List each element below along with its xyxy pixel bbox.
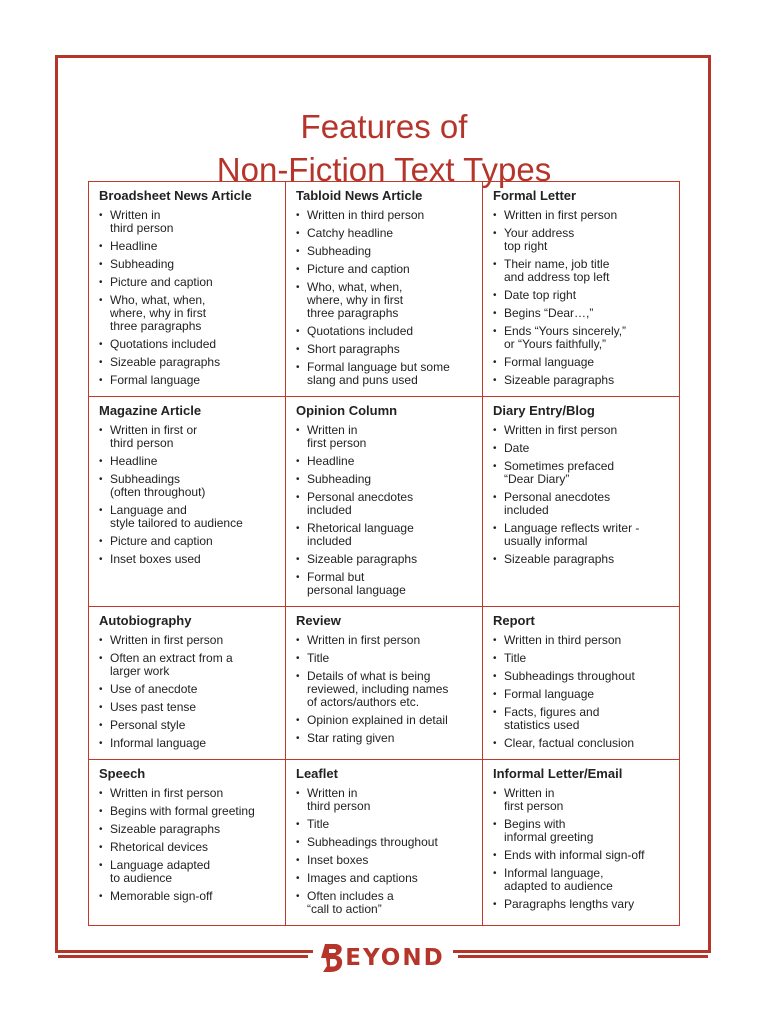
feature-item: • Rhetorical devices <box>99 841 277 854</box>
feature-item: • Who, what, when, where, why in first three paragraphs <box>99 294 277 333</box>
feature-item: • Title <box>296 652 474 665</box>
feature-item: • Formal language <box>493 688 671 701</box>
feature-item: • Written in first person <box>99 787 277 800</box>
feature-item: • Details of what is being reviewed, including names of actors/authors etc. <box>296 670 474 709</box>
feature-item: • Images and captions <box>296 872 474 885</box>
text-type-heading: Informal Letter/Email <box>493 766 623 781</box>
feature-item: • Opinion explained in detail <box>296 714 474 727</box>
feature-item: • Star rating given <box>296 732 474 745</box>
feature-item: • Headline <box>296 455 474 468</box>
feature-list <box>99 634 277 750</box>
feature-item: • Sometimes prefaced “Dear Diary” <box>493 460 671 486</box>
feature-list <box>99 424 277 566</box>
feature-list <box>99 209 277 387</box>
feature-item: • Written in first person <box>493 787 671 813</box>
text-type-heading: Formal Letter <box>493 188 577 203</box>
feature-item: • Sizeable paragraphs <box>493 553 671 566</box>
feature-item: • Who, what, when, where, why in first three paragraphs <box>296 281 474 320</box>
beyond-b-logo-icon <box>321 942 345 974</box>
feature-item: • Subheadings (often throughout) <box>99 473 277 499</box>
feature-item: • Short paragraphs <box>296 343 474 356</box>
feature-item: • Sizeable paragraphs <box>99 823 277 836</box>
feature-item: • Begins “Dear…,” <box>493 307 671 320</box>
grid-row <box>89 760 680 926</box>
grid-row <box>89 607 680 760</box>
text-type-cell <box>89 182 286 397</box>
feature-item: • Date <box>493 442 671 455</box>
feature-item: • Subheadings throughout <box>493 670 671 683</box>
feature-item: • Catchy headline <box>296 227 474 240</box>
feature-item: • Sizeable paragraphs <box>493 374 671 387</box>
text-type-cell <box>89 397 286 607</box>
feature-item: • Written in third person <box>493 634 671 647</box>
feature-item: • Headline <box>99 240 277 253</box>
feature-item: • Facts, figures and statistics used <box>493 706 671 732</box>
feature-item: • Inset boxes <box>296 854 474 867</box>
feature-item: • Date top right <box>493 289 671 302</box>
page-title <box>0 105 768 191</box>
feature-item: • Subheading <box>296 473 474 486</box>
feature-item: • Paragraphs lengths vary <box>493 898 671 911</box>
text-type-cell <box>89 607 286 760</box>
text-type-cell <box>286 760 483 926</box>
text-type-cell <box>483 607 680 760</box>
feature-item: • Use of anecdote <box>99 683 277 696</box>
text-type-heading: Magazine Article <box>99 403 202 418</box>
text-type-heading: Opinion Column <box>296 403 398 418</box>
feature-item: • Memorable sign-off <box>99 890 277 903</box>
text-type-cell <box>286 182 483 397</box>
feature-item: • Title <box>296 818 474 831</box>
feature-item: • Written in first person <box>296 634 474 647</box>
title-line-2: Non-Fiction Text Types <box>216 151 552 189</box>
feature-list <box>493 424 671 566</box>
text-type-cell <box>286 397 483 607</box>
feature-list <box>296 424 474 597</box>
feature-item: • Personal style <box>99 719 277 732</box>
feature-item: • Formal language <box>99 374 277 387</box>
text-type-heading: Diary Entry/Blog <box>493 403 595 418</box>
footer-logo-row <box>55 940 711 976</box>
feature-item: • Sizeable paragraphs <box>99 356 277 369</box>
feature-list <box>493 787 671 911</box>
feature-item: • Formal language but some slang and puns used <box>296 361 474 387</box>
feature-item: • Formal language <box>493 356 671 369</box>
feature-item: • Your address top right <box>493 227 671 253</box>
feature-item: • Subheading <box>296 245 474 258</box>
feature-item: • Subheading <box>99 258 277 271</box>
logo-wordmark: EYOND <box>345 945 445 971</box>
feature-item: • Picture and caption <box>99 535 277 548</box>
feature-item: • Their name, job title and address top left <box>493 258 671 284</box>
feature-item: • Begins with formal greeting <box>99 805 277 818</box>
text-type-cell <box>286 607 483 760</box>
feature-item: • Language reflects writer - usually informal <box>493 522 671 548</box>
feature-list <box>99 787 277 903</box>
feature-item: • Picture and caption <box>296 263 474 276</box>
text-type-heading: Tabloid News Article <box>296 188 423 203</box>
feature-item: • Subheadings throughout <box>296 836 474 849</box>
feature-item: • Written in first person <box>99 634 277 647</box>
feature-list <box>296 787 474 916</box>
text-type-heading: Speech <box>99 766 146 781</box>
grid-row <box>89 397 680 607</box>
title-line-1: Features of <box>300 108 468 146</box>
feature-item: • Clear, factual conclusion <box>493 737 671 750</box>
text-type-cell <box>483 760 680 926</box>
text-type-cell <box>483 397 680 607</box>
feature-item: • Sizeable paragraphs <box>296 553 474 566</box>
feature-item: • Ends “Yours sincerely,” or “Yours faithfully,” <box>493 325 671 351</box>
feature-item: • Informal language <box>99 737 277 750</box>
grid-row <box>89 182 680 397</box>
footer-rule-right <box>458 955 708 958</box>
feature-item: • Title <box>493 652 671 665</box>
feature-item: • Informal language, adapted to audience <box>493 867 671 893</box>
feature-item: • Written in third person <box>99 209 277 235</box>
feature-item: • Headline <box>99 455 277 468</box>
text-type-heading: Leaflet <box>296 766 338 781</box>
footer-rule-left <box>58 955 308 958</box>
feature-item: • Written in first person <box>493 209 671 222</box>
feature-item: • Rhetorical language included <box>296 522 474 548</box>
text-type-cell <box>89 760 286 926</box>
feature-item: • Quotations included <box>296 325 474 338</box>
feature-list <box>493 634 671 750</box>
feature-item: • Written in first person <box>493 424 671 437</box>
feature-item: • Often includes a “call to action” <box>296 890 474 916</box>
feature-item: • Ends with informal sign-off <box>493 849 671 862</box>
feature-item: • Uses past tense <box>99 701 277 714</box>
feature-item: • Written in first or third person <box>99 424 277 450</box>
feature-list <box>296 209 474 387</box>
feature-item: • Often an extract from a larger work <box>99 652 277 678</box>
feature-list <box>493 209 671 387</box>
feature-item: • Written in first person <box>296 424 474 450</box>
feature-item: • Picture and caption <box>99 276 277 289</box>
text-type-cell <box>483 182 680 397</box>
beyond-logo <box>313 940 453 976</box>
feature-item: • Written in third person <box>296 209 474 222</box>
text-type-heading: Review <box>296 613 341 628</box>
feature-item: • Quotations included <box>99 338 277 351</box>
feature-item: • Personal anecdotes included <box>493 491 671 517</box>
feature-item: • Begins with informal greeting <box>493 818 671 844</box>
feature-item: • Inset boxes used <box>99 553 277 566</box>
text-type-heading: Broadsheet News Article <box>99 188 252 203</box>
feature-item: • Language and style tailored to audience <box>99 504 277 530</box>
feature-item: • Formal but personal language <box>296 571 474 597</box>
text-type-heading: Report <box>493 613 535 628</box>
feature-list <box>296 634 474 745</box>
feature-item: • Personal anecdotes included <box>296 491 474 517</box>
text-types-grid <box>88 181 680 926</box>
text-type-heading: Autobiography <box>99 613 192 628</box>
feature-item: • Language adapted to audience <box>99 859 277 885</box>
feature-item: • Written in third person <box>296 787 474 813</box>
